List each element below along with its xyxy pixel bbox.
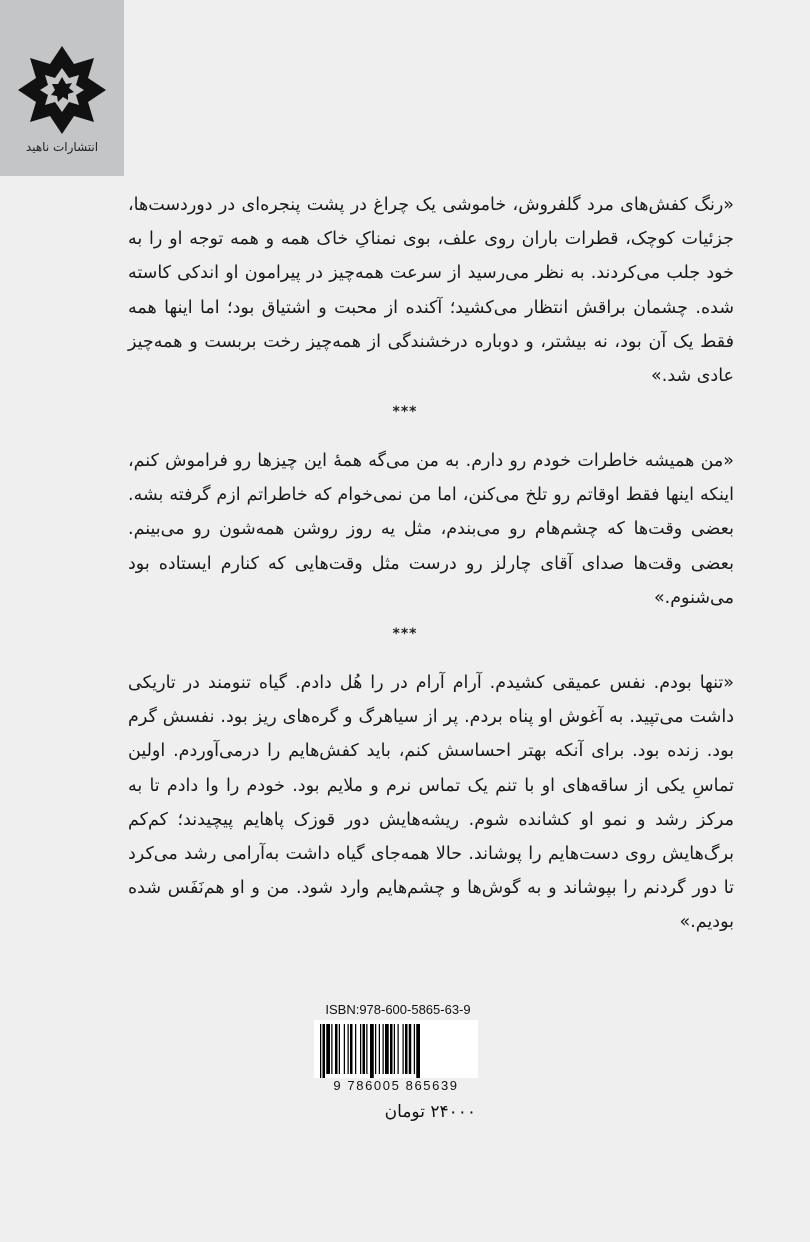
quote-text: «رنگ کفش‌های مرد گلفروش، خاموشی یک چراغ در پشت پنجره‌ای در دوردست‌ها، جزئیات کوچک، قطرات باران روی علف، بوی نمناکِ خاک همه و همه توجه او را به خود جلب می‌کردند. به نظر می‌رسید از سرعت همه‌چیز در پیرامون او اندکی کاسته شده. چشمان براقش انتظار می‌کشید؛ آکنده از محبت و اشتیاق بود؛ اما اینها همه فقط یک آن بود، نه بیشتر، و دوباره درخشندگی از همه‌چیز رخت بربست و همه‌چیز عادی شد.» — [128, 195, 734, 387]
barcode-bar — [375, 1024, 376, 1074]
barcode-bar — [331, 1024, 332, 1074]
barcode — [314, 1020, 478, 1082]
barcode-bar — [370, 1024, 374, 1078]
barcode-bar — [394, 1024, 395, 1074]
barcode-bar — [335, 1024, 338, 1074]
quote-paragraph-1 — [128, 188, 734, 393]
barcode-bar — [363, 1024, 366, 1074]
barcode-bar — [414, 1024, 415, 1074]
isbn-label: ISBN:978-600-5865-63-9 — [325, 1002, 471, 1017]
barcode-bar — [416, 1024, 420, 1078]
quote-text: «من همیشه خاطرات خودم رو دارم. به من می‌گه همهٔ این چیزها رو فراموش کنم، اینکه اینها فقط اوقاتم رو تلخ می‌کنن، اما من نمی‌خوام که خاطراتم ازم گرفته بشه. بعضی وقت‌ها که چشم‌هام رو می‌بندم، مثل یه روز روشن همه‌شون رو می‌بینم. بعضی وقت‌ها صدای آقای چارلز رو درست مثل وقت‌هایی که کنارم ایستاده بود می‌شنوم.» — [128, 451, 734, 608]
barcode-bar — [326, 1024, 330, 1074]
barcode-bar — [385, 1024, 389, 1074]
star-logo-icon — [14, 42, 110, 138]
barcode-digits: 9 786005 865639 — [333, 1078, 459, 1093]
barcode-bar — [355, 1024, 356, 1074]
publisher-name: انتشارات ناهید — [25, 140, 99, 154]
barcode-bar — [350, 1024, 353, 1074]
barcode-bar — [339, 1024, 340, 1074]
barcode-bar — [379, 1024, 380, 1074]
quote-paragraph-3 — [128, 666, 734, 940]
barcode-bar — [348, 1024, 349, 1074]
publisher-logo-box — [0, 0, 124, 176]
barcode-bar — [403, 1024, 404, 1074]
barcode-bar — [405, 1024, 408, 1074]
barcode-bar — [409, 1024, 412, 1074]
barcode-bar — [360, 1024, 361, 1074]
barcode-bar — [383, 1024, 384, 1074]
barcode-bar — [366, 1024, 367, 1074]
price: ۲۴۰۰۰ تومان — [384, 1102, 476, 1122]
separator-1: *** — [392, 404, 418, 420]
barcode-bar — [320, 1024, 321, 1078]
separator-2: *** — [392, 626, 418, 642]
barcode-bar — [390, 1024, 393, 1074]
quote-paragraph-2 — [128, 444, 734, 615]
barcode-bar — [398, 1024, 399, 1074]
barcode-bar — [344, 1024, 345, 1074]
quote-text: «تنها بودم. نفس عمیقی کشیدم. آرام آرام در را هُل دادم. گیاه تنومند در تاریکی داشت می‌تپید. به آغوش او پناه بردم. پر از سیاهرگ و گره‌های ریز بود. نفسش گرم بود. زنده بود. برای آنکه بهتر احساسش کنم، باید کفش‌هایم را درمی‌آوردم. اولین تماسِ یکی از ساقه‌های او با تنم یک تماس نرم و ملایم بود. خودم را وا دادم تا به مرکز رشد و نمو او کشانده شوم. ریشه‌هایش دور قوزک پاهایم پیچیدند؛ کم‌کم برگ‌هایش روی دست‌هایم را پوشاند. حالا همه‌جای گیاه داشت به‌آرامی رشد می‌کرد تا دور گردنم را بپوشاند و به گوش‌ها و چشم‌هایم وارد شود. من و او هم‌نَفَس شده بودیم.» — [128, 673, 734, 933]
barcode-bar — [323, 1024, 326, 1078]
